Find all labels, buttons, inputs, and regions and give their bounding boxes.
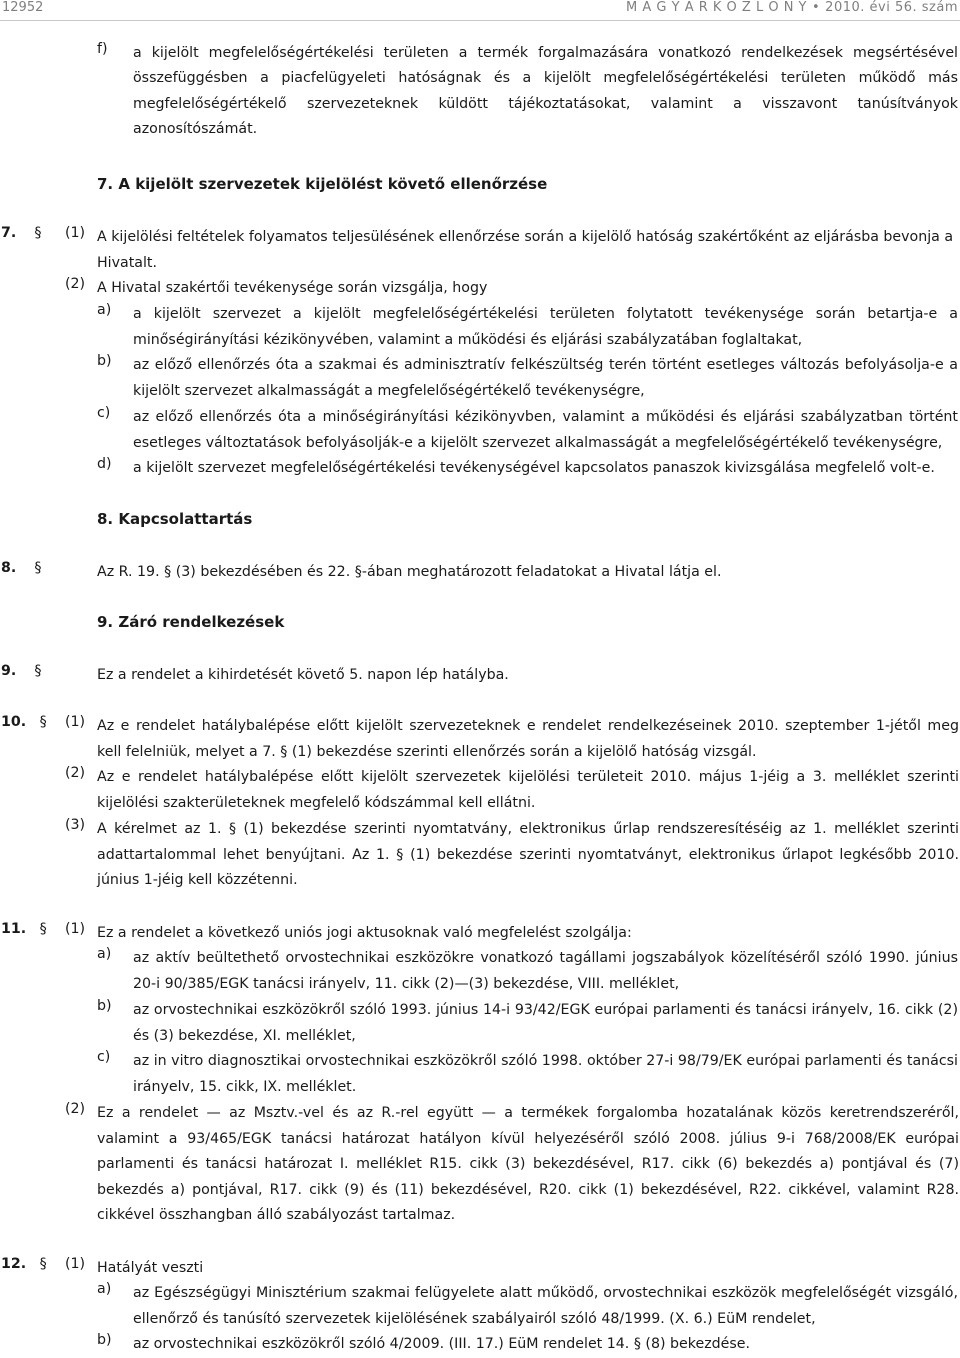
s7-item-b-label: b) bbox=[97, 353, 112, 369]
s7-p1-text: A kijelölési feltételek folyamatos teljesülésének ellenőrzése során a kijelölő hatóság szakértőként az eljárásba bevonja a Hivatalt. bbox=[97, 229, 954, 271]
s11-p1-text: Ez a rendelet a következő uniós jogi aktusoknak való megfelelést szolgálja: bbox=[97, 925, 632, 941]
section-12-label bbox=[1, 1256, 47, 1272]
s7-p1-label: (1) bbox=[65, 225, 86, 241]
s12-item-a-text: az Egészségügyi Minisztérium szakmai felügyelete alatt működő, orvostechnikai eszközök megfelelőségét vizsgáló, ellenőrző és tanúsító szervezetek kijelölésének szabályairól szóló 48/1999. (X. 6.) EüM rendelet, bbox=[133, 1285, 958, 1327]
s7-item-d-text: a kijelölt szervezet megfelelőségértékelési tevékenységével kapcsolatos panaszok kivizsgálása megfelelő volt-e. bbox=[133, 460, 935, 476]
section-symbol: § bbox=[34, 560, 42, 576]
page-header bbox=[0, 0, 960, 20]
section-8-label bbox=[1, 560, 41, 576]
section-number: 10. bbox=[1, 714, 27, 730]
journal-issue bbox=[626, 0, 958, 15]
section-symbol: § bbox=[39, 921, 47, 937]
s8-text: Az R. 19. § (3) bekezdésében és 22. §-ában meghatározott feladatokat a Hivatal látja el. bbox=[97, 564, 722, 580]
section-symbol: § bbox=[34, 663, 42, 679]
item-f-line1: a kijelölt megfelelőségértékelési területen a termék forgalmazására vonatkozó rendelkezések megsértésével bbox=[133, 45, 958, 61]
s7-p2-label: (2) bbox=[65, 276, 86, 292]
page-number: 12952 bbox=[2, 0, 44, 15]
s7-item-a-label: a) bbox=[97, 302, 112, 318]
s7-p2-text: A Hivatal szakértői tevékenysége során vizsgálja, hogy bbox=[97, 280, 488, 296]
heading-9: 9. Záró rendelkezések bbox=[97, 613, 285, 631]
header-divider bbox=[0, 20, 960, 21]
s12-item-b-label: b) bbox=[97, 1332, 112, 1348]
s9-text: Ez a rendelet a kihirdetését követő 5. napon lép hatályba. bbox=[97, 667, 509, 683]
section-number: 9. bbox=[1, 663, 17, 679]
section-number: 11. bbox=[1, 921, 27, 937]
s7-item-a-text: a kijelölt szervezet a kijelölt megfelelőségértékelési területen folytatott tevékenysége során betartja-e a minőségirányítási kézikönyvében, valamint a működési és eljárási szabályzatában foglaltakat, bbox=[133, 306, 958, 348]
s10-p2-text: Az e rendelet hatálybalépése előtt kijelölt szervezetek kijelölési területeit 2010. május 1-jéig a 3. melléklet szerinti kijelölési szakterületeknek megfelelő kódszámmal kell ellátni. bbox=[97, 769, 959, 811]
section-number: 8. bbox=[1, 560, 17, 576]
s7-item-c-label: c) bbox=[97, 405, 111, 421]
heading-7: 7. A kijelölt szervezetek kijelölést követő ellenőrzése bbox=[97, 175, 548, 193]
s11-item-c-text: az in vitro diagnosztikai orvostechnikai eszközökről szóló 1998. október 27-i 98/79/EK európai parlamenti és tanácsi irányelv, 15. cikk, IX. melléklet. bbox=[133, 1053, 958, 1095]
section-symbol: § bbox=[39, 1256, 47, 1272]
s7-item-b-text: az előző ellenőrzés óta a szakmai és adminisztratív felkészültség terén történt esetleges változás befolyásolja-e a kijelölt szervezet alkalmasságát a megfelelőségértékelő tevékenységre, bbox=[133, 357, 958, 399]
section-11-label bbox=[1, 921, 47, 937]
section-7-label bbox=[1, 225, 41, 241]
s12-item-a-label: a) bbox=[97, 1281, 112, 1297]
s11-item-b-label: b) bbox=[97, 998, 112, 1014]
s11-p2-text: Ez a rendelet — az Msztv.-vel és az R.-rel együtt — a termékek forgalomba hozatalának közös keretrendszeréről, valamint a 93/465/EGK tanácsi határozat hatályon kívül helyezéséről szóló 2008. július 9-i 768/2008/EK európai parlamenti és tanácsi határozat I. melléklet R15. cikk (3) bekezdésével, R17. cikk (6) bekezdés a) pontjával és (7) bekezdés a) pontjával, R17. cikk (9) és (11) bekezdésével, R20. cikk (1) bekezdésével, R22. cikkével, valamint R28. cikkével összhangban álló szabályozást tartalmaz. bbox=[97, 1105, 959, 1223]
s11-item-a-text: az aktív beültethető orvostechnikai eszközökre vonatkozó tagállami jogszabályok közelítéséről szóló 1990. június 20-i 90/385/EGK tanácsi irányelv, 11. cikk (2)—(3) bekezdése, VIII. melléklet, bbox=[133, 950, 958, 992]
section-number: 12. bbox=[1, 1256, 27, 1272]
s11-p2-label: (2) bbox=[65, 1101, 86, 1117]
s12-item-b-text: az orvostechnikai eszközökről szóló 4/2009. (III. 17.) EüM rendelet 14. § (8) bekezdése. bbox=[133, 1336, 751, 1352]
s10-p1-text: Az e rendelet hatálybalépése előtt kijelölt szervezeteknek e rendelet rendelkezéseinek 2010. szeptember 1-jétől meg kell felelniük, melyet a 7. § (1) bekezdése szerinti ellenőrzés során a kijelölő hatóság vizsgál. bbox=[97, 718, 959, 760]
s11-p1-label: (1) bbox=[65, 921, 86, 937]
section-9-label bbox=[1, 663, 41, 679]
s12-p1-text: Hatályát veszti bbox=[97, 1260, 204, 1276]
journal-title: M A G Y A R K Ö Z L Ö N Y bbox=[626, 0, 807, 15]
item-f-label: f) bbox=[97, 41, 108, 57]
section-symbol: § bbox=[34, 225, 42, 241]
issue-label: 2010. évi 56. szám bbox=[825, 0, 958, 15]
s7-item-c-text: az előző ellenőrzés óta a minőségirányítási kézikönyvben, valamint a működési és eljárási szabályzatban történt esetleges változtatások befolyásolják-e a kijelölt szervezet alkalmasságát a megfelelőségértékelő tevékenységre, bbox=[133, 409, 958, 451]
heading-8: 8. Kapcsolattartás bbox=[97, 510, 253, 528]
s11-item-c-label: c) bbox=[97, 1049, 111, 1065]
bullet: • bbox=[812, 0, 821, 15]
s7-item-d-label: d) bbox=[97, 456, 112, 472]
section-10-label bbox=[1, 714, 47, 730]
section-number: 7. bbox=[1, 225, 17, 241]
s10-p1-label: (1) bbox=[65, 714, 86, 730]
s11-item-a-label: a) bbox=[97, 946, 112, 962]
section-symbol: § bbox=[39, 714, 47, 730]
s12-p1-label: (1) bbox=[65, 1256, 86, 1272]
s10-p3-label: (3) bbox=[65, 817, 86, 833]
s10-p2-label: (2) bbox=[65, 765, 86, 781]
s11-item-b-text: az orvostechnikai eszközökről szóló 1993. június 14-i 93/42/EGK európai parlamenti és tanácsi irányelv, 16. cikk (2) és (3) bekezdése, XI. melléklet, bbox=[133, 1002, 958, 1044]
s10-p3-text: A kérelmet az 1. § (1) bekezdése szerinti nyomtatvány, elektronikus űrlap rendszeresítéséig az 1. melléklet szerinti adattartalommal lehet benyújtani. Az 1. § (1) bekezdése szerinti nyomtatványt, elektronikus űrlapot legkésőbb 2010. június 1-jéig kell közzétenni. bbox=[97, 821, 959, 888]
item-f-continuation: összefüggésben a piacfelügyeleti hatóságnak és a kijelölt megfelelőségértékelési területen működő más megfelelőségértékelő szervezeteknek küldött tájékoztatásokat, valamint a visszavont tanúsítványok azonosítószámát. bbox=[133, 70, 958, 137]
